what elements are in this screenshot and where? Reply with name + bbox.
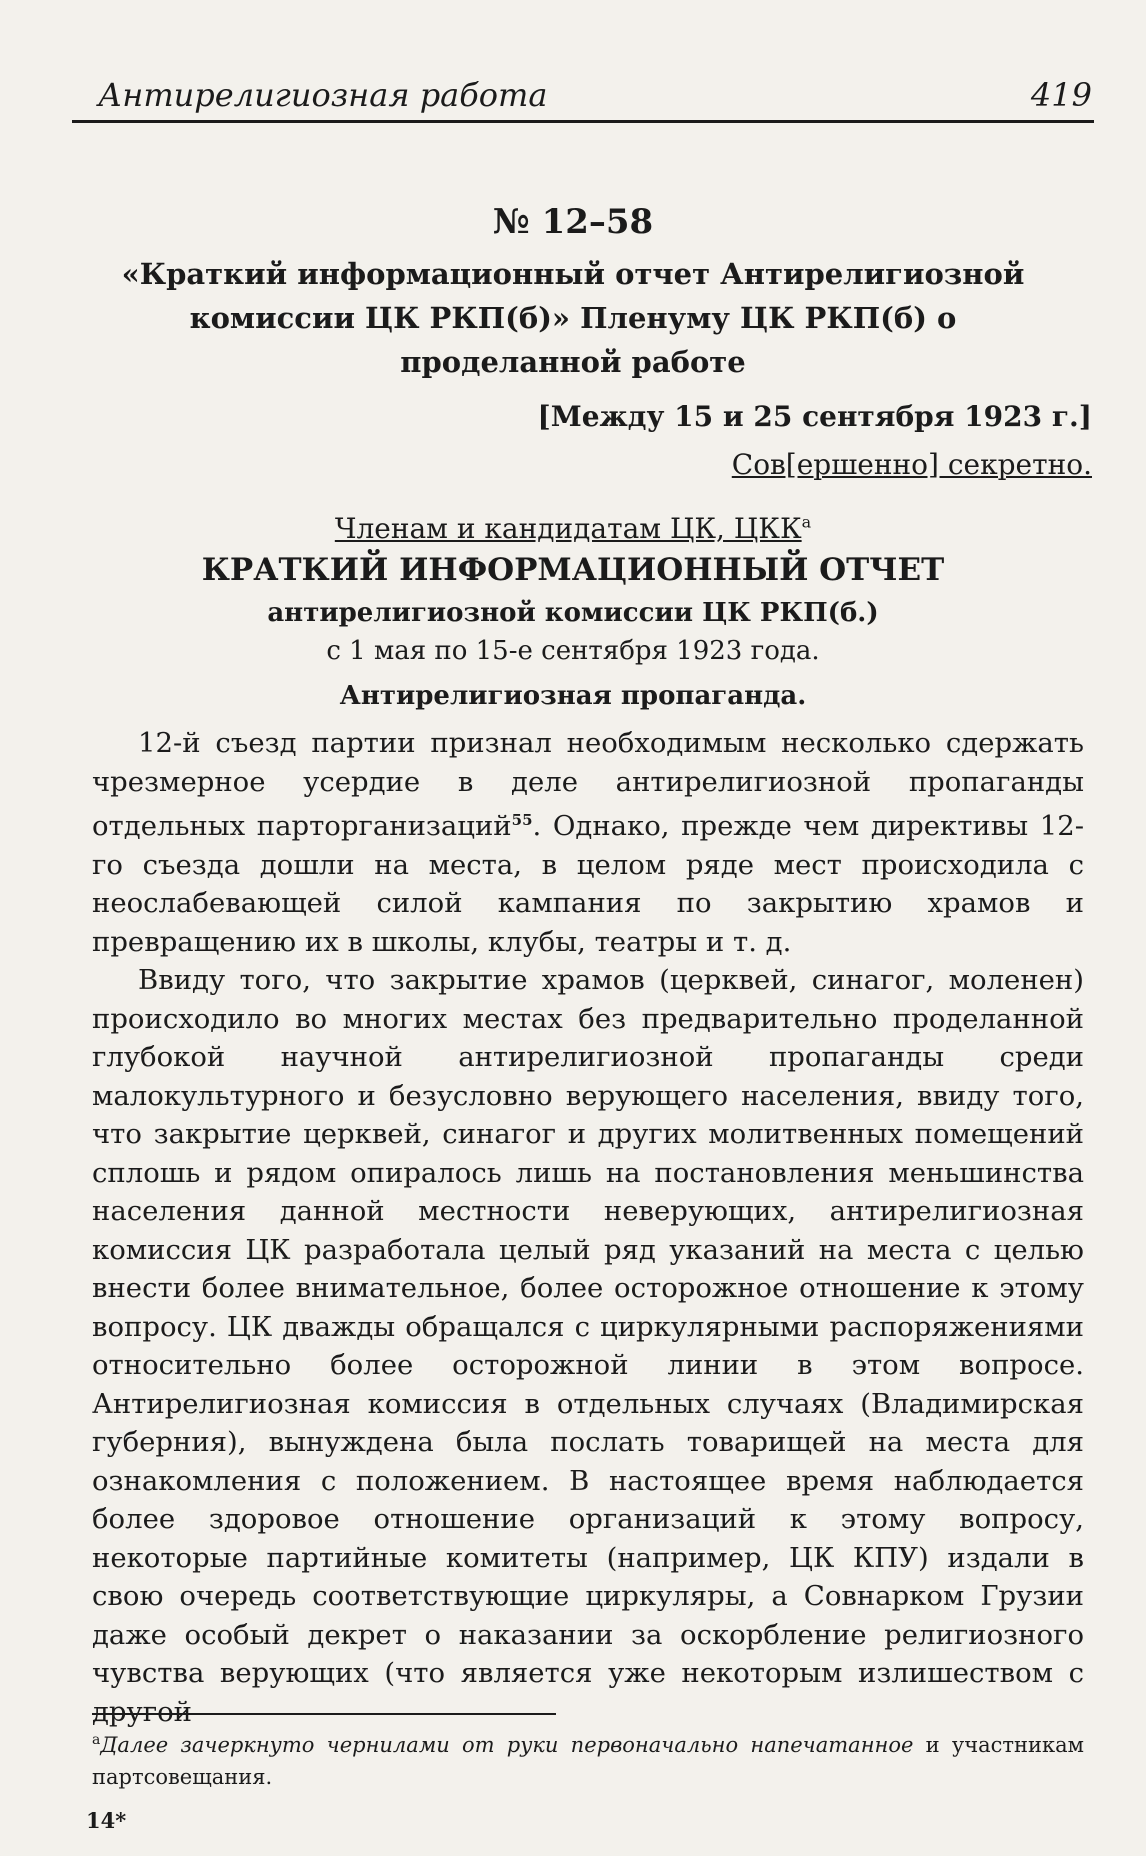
footnote-text: и участникам партсовещания.	[92, 1733, 1084, 1789]
classification-stamp: Сов[ершенно] секретно.	[731, 448, 1092, 481]
paragraph-1-start: 12-й съезд партии признал необходимым несколько сдержать чрезмерное усердие в деле антирелигиозной пропаганды отдельных парторганизаций	[92, 727, 1084, 843]
footnote-reference: а	[801, 512, 812, 532]
recipients-line	[0, 512, 1146, 545]
section-heading: Антирелигиозная пропаганда.	[339, 681, 807, 711]
paragraph-2: Ввиду того, что закрытие храмов (церквей, синагог, моленен) происходило во многих местах без предварительно проделанной глубокой научной антирелигиозной пропаганды среди малокультурного и безусловно верующего населения, ввиду того, что закрытие церквей, синагог и других молитвенных помещений сплошь и рядом опиралось лишь на постановления меньшинства населения данной местности неверующих, антирелигиозная комиссия ЦК разработала целый ряд указаний на места с целью внести более внимательное, более осторожное отношение к этому вопросу. ЦК дважды обращался с циркулярными распоряжениями относительно более осторожной линии в этом вопросе. Антирелигиозная комиссия в отдельных случаях (Владимирская губерния), вынуждена была послать товарищей на места для ознакомления с положением. В настоящее время наблюдается более здоровое отношение организаций к этому вопросу, некоторые партийные комитеты (например, ЦК КПУ) издали в свою очередь соответствующие циркуляры, а Совнарком Грузии даже особый декрет о наказании за оскорбление религиозного чувства верующих (что является уже некоторым излишеством с другой	[92, 964, 1084, 1728]
document-title: «Краткий информационный отчет Антирелигиозной комиссии ЦК РКП(б)» Пленуму ЦК РКП(б) о проделанной работе	[121, 257, 1025, 379]
report-title: КРАТКИЙ ИНФОРМАЦИОННЫЙ ОТЧЕТ	[201, 552, 945, 588]
running-header	[72, 70, 1094, 123]
footnote	[92, 1724, 1084, 1793]
report-period: с 1 мая по 15-е сентября 1923 года.	[326, 636, 820, 666]
footnote-italic-text: Далее зачеркнуто чернилами от руки первоначально напечатанное	[100, 1733, 914, 1757]
footnote-divider	[92, 1713, 556, 1715]
running-header-title: Антирелигиозная работа	[98, 76, 548, 114]
recipients-text: Членам и кандидатам ЦК, ЦКК	[334, 512, 802, 545]
footnote-mark: а	[92, 1732, 101, 1748]
endnote-reference: 55	[511, 811, 533, 829]
report-subtitle: антирелигиозной комиссии ЦК РКП(б.)	[267, 598, 879, 628]
body-text	[92, 724, 1084, 1731]
paragraph-1	[92, 724, 1084, 961]
page-number: 419	[1030, 76, 1092, 114]
printer-signature-mark: 14*	[86, 1808, 127, 1833]
paragraph-1-end: . Однако, прежде чем директивы 12-го съезда дошли на места, в целом ряде мест происходила с неослабевающей силой кампания по закрытию храмов и превращению их в школы, клубы, театры и т. д.	[92, 810, 1084, 958]
document-number: № 12–58	[492, 202, 654, 242]
document-date: [Между 15 и 25 сентября 1923 г.]	[537, 400, 1092, 433]
